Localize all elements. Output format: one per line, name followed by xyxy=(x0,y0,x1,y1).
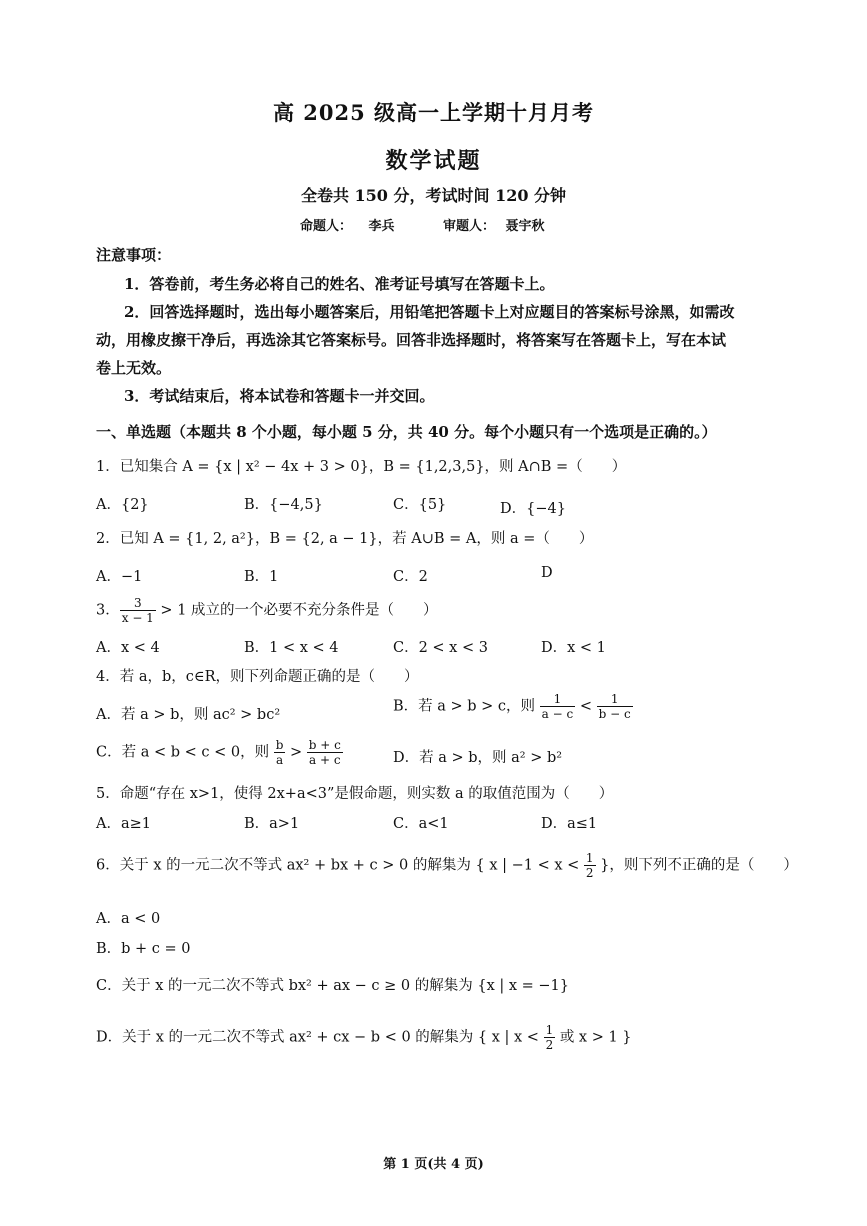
q4c-fraction-2 xyxy=(307,738,343,767)
q2-option-c: C．2 xyxy=(393,569,428,585)
q6-stem-text: 6．关于 x 的一元二次不等式 ax² + bx + c > 0 的解集为 { x | −1 < x < xyxy=(96,857,580,874)
q6-option-d-text: D．关于 x 的一元二次不等式 ax² + cx − b < 0 的解集为 { x | x < xyxy=(96,1029,539,1046)
q4b-fraction-1 xyxy=(540,692,576,721)
q6-option-d xyxy=(96,1023,632,1052)
q1-option-d: D．{−4} xyxy=(500,501,566,517)
note-item: 2．回答选择题时，选出每小题答案后，用铅笔把答题卡上对应题目的答案标号涂黑，如需改动，用橡皮擦干净后，再选涂其它答案标号。回答非选择题时，将答案写在答题卡上，写在本试卷上无效。 xyxy=(96,303,735,377)
note-item: 3．考试结束后，将本试卷和答题卡一并交回。 xyxy=(124,387,435,405)
q1-option-c: C．{5} xyxy=(393,497,447,513)
reviewer-name: 聂宇秋 xyxy=(505,219,545,234)
frac-denominator: b − c xyxy=(598,707,631,721)
question-2-stem: 2．已知 A = {1, 2, a²}，B = {2, a − 1}，若 A∪B = A，则 a =（ ） xyxy=(96,531,594,547)
frac-numerator: 1 xyxy=(585,851,594,865)
frac-numerator: 1 xyxy=(597,692,633,707)
page-footer: 第 1 页(共 4 页) xyxy=(383,1157,484,1172)
frac-denominator: 2 xyxy=(545,1038,554,1052)
q3-stem-tail: > 1 成立的一个必要不充分条件是（ ） xyxy=(155,602,438,619)
author-name: 李兵 xyxy=(368,219,395,234)
frac-denominator: 2 xyxy=(585,866,594,880)
q4b-operator: < xyxy=(579,698,592,715)
reviewer-line xyxy=(443,215,545,234)
q6d-fraction xyxy=(544,1023,556,1052)
question-1-stem: 1．已知集合 A = {x | x² − 4x + 3 > 0}，B = {1,2,3,5}，则 A∩B =（ ） xyxy=(96,459,627,475)
exam-info: 全卷共 150 分，考试时间 120 分钟 xyxy=(300,186,567,205)
notes-heading: 注意事项： xyxy=(96,246,172,264)
q3-frac-denominator: x − 1 xyxy=(121,611,154,625)
q4-option-c-text: C．若 a < b < c < 0，则 xyxy=(96,744,270,761)
q3-option-b: B．1 < x < 4 xyxy=(244,640,339,656)
q5-option-b: B．a>1 xyxy=(244,816,300,832)
question-4-stem: 4．若 a，b，c∈R，则下列命题正确的是（ ） xyxy=(96,669,419,685)
author-line xyxy=(300,215,395,234)
q5-option-c: C．a<1 xyxy=(393,816,449,832)
q4-option-a: A．若 a > b，则 ac² > bc² xyxy=(96,707,281,723)
q4-option-d: D．若 a > b，则 a² > b² xyxy=(393,750,563,766)
q6-option-c: C．关于 x 的一元二次不等式 bx² + ax − c ≥ 0 的解集为 {x | x = −1} xyxy=(96,978,570,994)
q4-option-b-text: B．若 a > b > c，则 xyxy=(393,698,536,715)
q2-option-a: A．−1 xyxy=(96,569,143,585)
question-3-stem xyxy=(96,596,438,625)
frac-numerator: 1 xyxy=(540,692,576,707)
q3-option-c: C．2 < x < 3 xyxy=(393,640,488,656)
q6-option-d-tail: 或 x > 1 } xyxy=(559,1029,632,1046)
notes-list xyxy=(96,270,736,410)
q6-option-a: A．a < 0 xyxy=(96,911,161,927)
q2-option-b: B．1 xyxy=(244,569,279,585)
q3-number: 3． xyxy=(96,602,120,619)
section-heading: 一、单选题（本题共 8 个小题，每小题 5 分，共 40 分。每个小题只有一个选项是正确的。） xyxy=(96,423,717,441)
q6-stem-tail: }，则下列不正确的是（ ） xyxy=(600,857,798,874)
q4-option-b xyxy=(393,692,633,721)
frac-numerator: b xyxy=(275,738,284,752)
frac-denominator: a + c xyxy=(309,753,341,767)
q2-option-d: D xyxy=(541,565,553,581)
q3-option-d: D．x < 1 xyxy=(541,640,606,656)
q5-option-d: D．a≤1 xyxy=(541,816,598,832)
q3-fraction xyxy=(120,596,156,625)
q4c-operator: > xyxy=(290,744,303,761)
reviewer-label: 审题人： xyxy=(443,219,496,234)
author-label: 命题人： xyxy=(300,219,353,234)
note-item: 1．答卷前，考生务必将自己的姓名、准考证号填写在答题卡上。 xyxy=(124,275,555,293)
frac-numerator: 1 xyxy=(545,1023,554,1037)
q4c-fraction-1 xyxy=(274,738,286,767)
q5-option-a: A．a≥1 xyxy=(96,816,151,832)
q4b-fraction-2 xyxy=(597,692,633,721)
exam-title: 高 2025 级高一上学期十月月考 xyxy=(272,100,595,125)
frac-denominator: a xyxy=(275,753,284,767)
q6-fraction xyxy=(584,851,596,880)
q3-frac-numerator: 3 xyxy=(120,596,156,611)
question-5-stem: 5．命题“存在 x>1，使得 2x+a<3”是假命题，则实数 a 的取值范围为（ ） xyxy=(96,786,614,802)
frac-denominator: a − c xyxy=(541,707,574,721)
q1-option-b: B．{−4,5} xyxy=(244,497,323,513)
question-6-stem xyxy=(96,851,798,880)
q1-option-a: A．{2} xyxy=(96,497,149,513)
subject-title: 数学试题 xyxy=(385,148,482,174)
q6-option-b: B．b + c = 0 xyxy=(96,941,191,957)
q4-option-c xyxy=(96,738,343,767)
q3-option-a: A．x < 4 xyxy=(96,640,160,656)
frac-numerator: b + c xyxy=(308,738,341,752)
